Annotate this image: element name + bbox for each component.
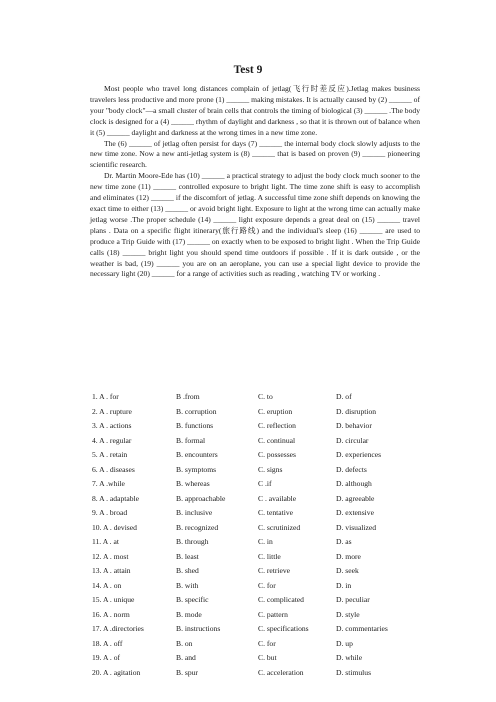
question-row — [92, 450, 422, 465]
question-option-a: 4. A . regular — [92, 435, 132, 445]
question-option-d: D. peculiar — [336, 595, 370, 604]
question-option-a: 19. A . of — [92, 653, 121, 662]
question-option-b: B. recognized — [176, 522, 219, 532]
question-option-d: D. seek — [336, 566, 359, 575]
question-option-c: C. to — [258, 392, 273, 401]
question-option-b: B. and — [176, 653, 196, 662]
question-option-b: B. whereas — [176, 479, 210, 488]
question-row — [92, 581, 422, 596]
question-option-c: C. for — [258, 638, 276, 648]
question-list — [92, 392, 422, 682]
question-option-d: D. extensive — [336, 508, 374, 517]
question-option-d: D. commentaries — [336, 624, 388, 633]
question-option-b: B. instructions — [176, 624, 221, 633]
question-row — [92, 595, 422, 610]
question-option-a: 3. A . actions — [92, 421, 132, 430]
question-option-b: B. inclusive — [176, 508, 213, 517]
question-option-c: C. little — [258, 551, 281, 561]
question-option-d: D. experiences — [336, 450, 382, 459]
question-option-a: 10. A . devised — [92, 522, 137, 532]
question-option-a: 13. A . attain — [92, 566, 131, 575]
question-row — [92, 566, 422, 581]
question-option-c: C. eruption — [258, 406, 293, 416]
question-option-a: 6. A . diseases — [92, 464, 135, 474]
question-option-a: 15. A . unique — [92, 595, 135, 604]
question-option-b: B. functions — [176, 421, 214, 430]
question-option-c: C. signs — [258, 464, 283, 474]
question-option-a: 12. A . most — [92, 551, 129, 561]
question-option-d: D. behavior — [336, 421, 372, 430]
question-option-b: B .from — [176, 392, 200, 401]
question-option-b: B. formal — [176, 435, 206, 445]
question-option-a: 20. A . agitation — [92, 667, 141, 677]
question-option-b: B. corruption — [176, 406, 217, 416]
question-option-b: B. on — [176, 638, 193, 648]
question-option-c: C. scrutinized — [258, 522, 301, 532]
question-option-c: C. complicated — [258, 595, 304, 604]
question-option-b: B. least — [176, 551, 199, 561]
question-option-d: D. defects — [336, 464, 367, 474]
question-option-d: D. stimulus — [336, 667, 372, 677]
question-option-b: B. shed — [176, 566, 199, 575]
question-row — [92, 639, 422, 654]
question-option-d: D. style — [336, 609, 360, 619]
question-option-a: 7. A .while — [92, 479, 125, 488]
question-option-b: B. specific — [176, 595, 209, 604]
question-option-b: B. symptoms — [176, 464, 217, 474]
question-option-b: B. encounters — [176, 450, 218, 459]
question-option-d: D. of — [336, 392, 352, 401]
question-option-c: C. but — [258, 653, 277, 662]
question-row — [92, 465, 422, 480]
question-option-c: C. in — [258, 537, 273, 546]
question-option-a: 17. A .directories — [92, 624, 144, 633]
question-option-d: D. disruption — [336, 406, 377, 416]
question-row — [92, 552, 422, 567]
question-option-c: C. continual — [258, 435, 296, 445]
question-row — [92, 508, 422, 523]
question-row — [92, 624, 422, 639]
question-option-d: D. in — [336, 580, 352, 590]
question-row — [92, 436, 422, 451]
question-option-c: C. reflection — [258, 421, 296, 430]
question-option-b: B. approachable — [176, 493, 226, 503]
question-option-b: B. with — [176, 580, 199, 590]
question-row — [92, 494, 422, 509]
question-option-c: C. for — [258, 580, 276, 590]
question-option-d: D. circular — [336, 435, 369, 445]
question-option-c: C. retrieve — [258, 566, 291, 575]
question-row — [92, 537, 422, 552]
question-option-d: D. agreeable — [336, 493, 375, 503]
question-option-a: 16. A . norm — [92, 609, 130, 619]
question-option-c: C. possesses — [258, 450, 296, 459]
question-option-d: D. although — [336, 479, 372, 488]
question-row — [92, 392, 422, 407]
question-row — [92, 523, 422, 538]
question-option-d: D. while — [336, 653, 363, 662]
question-option-c: C . available — [258, 493, 297, 503]
question-option-b: B. through — [176, 537, 209, 546]
page-title: Test 9 — [233, 64, 263, 76]
question-option-a: 11. A . at — [92, 537, 119, 546]
question-option-a: 8. A . adaptable — [92, 493, 140, 503]
question-option-a: 9. A . broad — [92, 508, 128, 517]
question-option-c: C .if — [258, 479, 272, 488]
question-option-b: B. spur — [176, 667, 198, 677]
question-option-d: D. more — [336, 551, 361, 561]
passage-paragraph-1: Most people who travel long distances complain of jetlag(飞行时差反应).Jetlag makes business travelers less productive and more prone (1) ______ making mistakes. It is actually caused by (2) ______ of your "body clock"—a small cluster of brain cells that controls the timing of biological (3) ______ .The body clock is designed for a (4) ______ rhythm of daylight and darkness , so that it is thrown out of balance when it (5) ______ daylight and darkness at the wrong times in a new time zone. — [90, 84, 420, 137]
passage-paragraph-3: Dr. Martin Moore-Ede has (10) ______ a practical strategy to adjust the body clock much sooner to the new time zone (11) ______ controlled exposure to bright light. The time zone shift is easy to accomplish and eliminates (12) ______ if the discomfort of jetlag. A successful time zone shift depends on knowing the exact time to either (13) ______ or avoid bright light. Exposure to light at the wrong time can actually make jetlag worse .The proper schedule (14) ______ light exposure depends a great deal on (15) ______ travel plans . Data on a specific flight itinerary(旅行路线) and the individual's sleep (16) ______ are used to produce a Trip Guide with (17) ______ on exactly when to be exposed to bright light . When the Trip Guide calls (18) ______ bright light you should spend time outdoors if possible . If it is dark outside , or the weather is bad, (19) ______ you are on an aeroplane, you can use a special light device to provide the necessary light (20) ______ for a range of activities such as reading , watching TV or working . — [90, 171, 420, 279]
question-option-a: 18. A . off — [92, 638, 123, 648]
question-option-c: C. acceleration — [258, 667, 304, 677]
question-option-c: C. tentative — [258, 508, 294, 517]
question-option-c: C. specifications — [258, 624, 309, 633]
question-option-a: 5. A . retain — [92, 450, 128, 459]
question-row — [92, 610, 422, 625]
question-row — [92, 479, 422, 494]
question-option-a: 14. A . on — [92, 580, 122, 590]
question-option-b: B. mode — [176, 609, 202, 619]
question-option-d: D. visualized — [336, 522, 377, 532]
question-row — [92, 421, 422, 436]
passage — [90, 84, 420, 280]
question-row — [92, 407, 422, 422]
question-option-c: C. pattern — [258, 609, 288, 619]
question-row — [92, 653, 422, 668]
question-row — [92, 668, 422, 683]
question-option-a: 1. A . for — [92, 392, 119, 401]
question-option-d: D. up — [336, 638, 353, 648]
question-option-d: D. as — [336, 537, 352, 546]
question-option-a: 2. A . rupture — [92, 406, 132, 416]
passage-paragraph-2: The (6) ______ of jetlag often persist for days (7) ______ the internal body clock slowly adjusts to the new time zone. Now a new anti-jetlag system is (8) ______ that is based on proven (9) ______ pioneering scientific research. — [90, 138, 420, 170]
